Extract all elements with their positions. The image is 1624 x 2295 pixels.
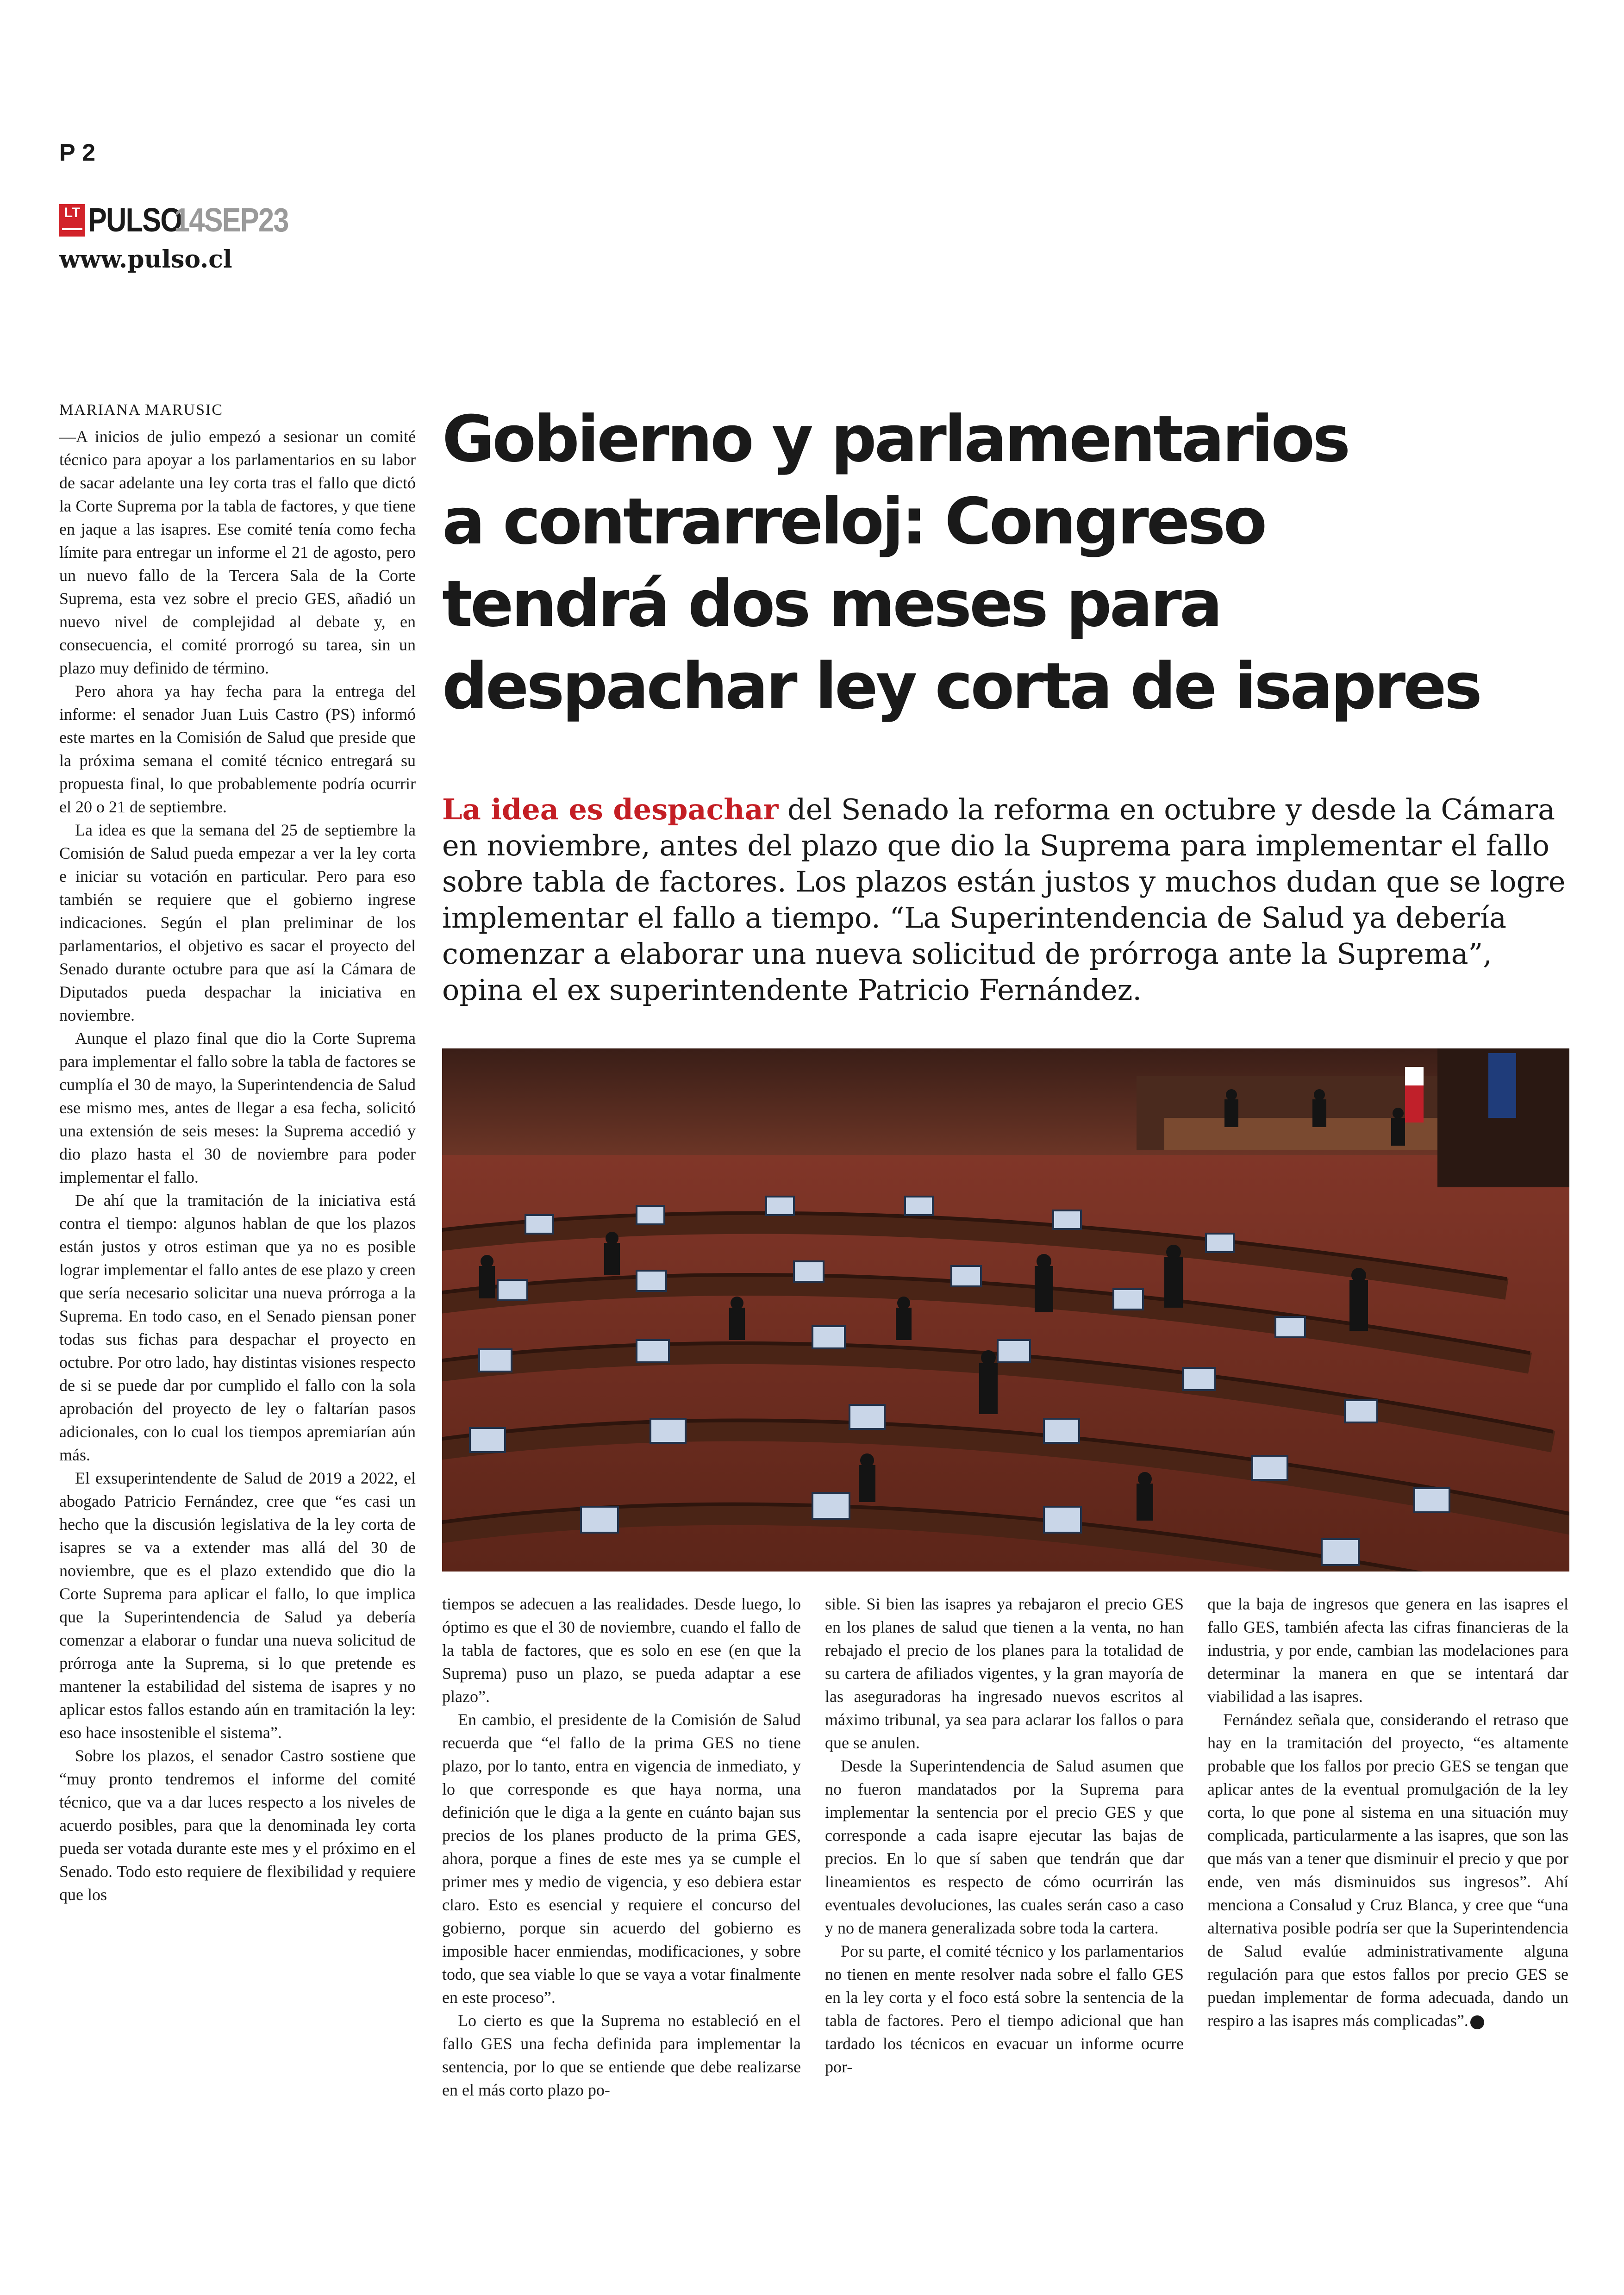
article-column-1 [59, 425, 416, 1906]
deck-lead: La idea es despachar [442, 792, 779, 826]
paragraph [1207, 1708, 1568, 2032]
chamber-photo-illustration [442, 1048, 1569, 1572]
masthead-name: PULSO [88, 202, 182, 239]
headline-line: tendrá dos meses para [442, 567, 1220, 641]
lt-logo [59, 204, 85, 237]
paragraph: Pero ahora ya hay fecha para la entrega del informe: el senador Juan Luis Castro (PS) informó este martes en la Comisión de Salud que preside que la próxima semana el comité técnico entregará su propuesta final, lo que probablemente podría ocurrir el 20 o 21 de septiembre. [59, 682, 416, 816]
website-link[interactable]: www.pulso.cl [59, 245, 232, 274]
paragraph: En cambio, el presidente de la Comisión de Salud recuerda que “el fallo de la prima GES no tiene plazo, por lo tanto, entra en vigencia de inmediato, y lo que corresponde es que haya norma, una definición que le diga a la gente en cuánto bajan sus precios de los planes producto de la prima GES, ahora, porque a fines de este mes ya se cumple el primer mes y medio de vigencia, y eso debiera estar claro. Esto es esencial y requiere el concurso del gobierno, porque sin acuerdo del gobierno es imposible hacer enmiendas, modificaciones, y sobre todo, que sea viable lo que se vaya a votar finalmente en este proceso”. [442, 1710, 801, 2007]
article-column-2 [442, 1592, 801, 2102]
paragraph: La idea es que la semana del 25 de septiembre la Comisión de Salud pueda empezar a ver la ley corta e iniciar su votación en particular. Pero para eso también se requiere que el gobierno ingrese indicaciones. Según el plan preliminar de los parlamentarios, el objetivo es sacar el proyecto del Senado durante octubre para que así la Cámara de Diputados pueda despachar la iniciativa en noviembre. [59, 821, 416, 1024]
masthead-date: 14SEP23 [174, 202, 288, 239]
end-mark-icon: P [1470, 2015, 1484, 2029]
paragraph: Sobre los plazos, el senador Castro sostiene que “muy pronto tendremos el informe del comité técnico, que va a dar luces respecto a los niveles de acuerdo posibles, para que la denominada ley corta pueda ser votada durante este mes y el próximo en el Senado. Todo esto requiere de flexibilidad y requiere que los [59, 1746, 416, 1904]
page-number [59, 139, 95, 167]
headline-line: despachar ley corta de isapres [442, 649, 1480, 723]
deck-summary [442, 792, 1572, 1008]
paragraph: —A inicios de julio empezó a sesionar un comité técnico para apoyar a los parlamentarios en su labor de sacar adelante una ley corta tras el fallo que dictó la Corte Suprema por la tabla de factores, y que tiene en jaque a las isapres. Ese comité tenía como fecha límite para entregar un informe el 21 de agosto, pero un nuevo fallo de la Tercera Sala de la Corte Suprema, esta vez sobre el precio GES, añadió un nuevo nivel de complejidad al debate y, en consecuencia, el comité prorrogó su tarea, sin un plazo muy definido de término. [59, 427, 416, 677]
paragraph: sible. Si bien las isapres ya rebajaron el precio GES en los planes de salud que tienen a la venta, no han rebajado el precio de los planes para la totalidad de su cartera de afiliados vigentes, y la gran mayoría de las aseguradoras ha ingresado nuevos escritos al máximo tribunal, ya sea para aclarar los fallos o para que se anulen. [825, 1595, 1184, 1752]
headline-line: Gobierno y parlamentarios [442, 402, 1349, 476]
paragraph: Por su parte, el comité técnico y los parlamentarios no tienen en mente resolver nada sobre el fallo GES en la ley corta y el foco está sobre la sentencia de la tabla de factores. Pero el tiempo adicional que han tardado los técnicos en evacuar un informe ocurre por- [825, 1942, 1184, 2076]
article-column-4 [1207, 1592, 1568, 2032]
paragraph: Lo cierto es que la Suprema no estableció en el fallo GES una fecha definida para implementar la sentencia, por lo que se entiende que debe realizarse en el más corto plazo po- [442, 2011, 801, 2099]
headline [442, 398, 1572, 728]
paragraph: Aunque el plazo final que dio la Corte Suprema para implementar el fallo sobre la tabla de factores se cumplía el 30 de mayo, la Superintendencia de Salud ese mismo mes, antes de llegar a esa fecha, solicitó una extensión de seis meses: la Suprema accedió y dio plazo hasta el 30 de noviembre para poder implementar el fallo. [59, 1029, 416, 1186]
paragraph: que la baja de ingresos que genera en las isapres el fallo GES, también afecta las cifras financieras de la industria, y por ende, cambian las modelaciones para determinar la manera en que se intentará dar viabilidad a las isapres. [1207, 1595, 1568, 1706]
chamber-photo [442, 1048, 1569, 1572]
paragraph: tiempos se adecuen a las realidades. Desde luego, lo óptimo es que el 30 de noviembre, cuando el fallo de la tabla de factores, que es solo en ese (en que la Suprema) puso un plazo, se pueda adaptar a ese plazo”. [442, 1595, 801, 1706]
headline-line: a contrarreloj: Congreso [442, 484, 1265, 559]
deck-text: del Senado la reforma en octubre y desde la Cámara en noviembre, antes del plazo que dio la Suprema para implementar el fallo sobre tabla de factores. Los plazos están justos y muchos dudan que se logre implementar el fallo a tiempo. “La Superintendencia de Salud ya debería comenzar a elaborar una nueva solicitud de prórroga ante la Suprema”, opina el ex superintendente Patricio Fernández. [442, 792, 1566, 1007]
paragraph: Desde la Superintendencia de Salud asumen que no fueron mandatados por la Suprema para implementar la sentencia por el precio GES y que corresponde a cada isapre ejecutar las bajas de precios. En lo que sí saben que tendrán que dar lineamientos es respecto de cómo ocurrirán las eventuales devoluciones, las cuales serán caso a caso y no de manera generalizada sobre toda la cartera. [825, 1757, 1184, 1937]
paragraph: El exsuperintendente de Salud de 2019 a 2022, el abogado Patricio Fernández, cree que “es casi un hecho que la discusión legislativa de la ley corta de isapres se va a extender mas allá del 30 de noviembre, que es el plazo extendido que dio la Corte Suprema para aplicar el fallo, lo que implica que la Superintendencia de Salud ya debería comenzar a elaborar o fundar una nueva solicitud de prórroga ante la Suprema, si lo que pretende es mantener la estabilidad del sistema de isapres y no aplicar estos fallos estando aún en tramitación la ley: eso hace insostenible el sistema”. [59, 1469, 416, 1742]
page-number-value: 2 [82, 139, 96, 166]
author-byline: MARIANA MARUSIC [59, 401, 223, 418]
masthead [59, 202, 308, 238]
paragraph-text: Fernández señala que, considerando el retraso que hay en la tramitación del proyecto, “es altamente probable que los fallos por precio GES se tengan que aplicar antes de la eventual promulgación de la ley corta, lo que pone al sistema en una situación muy complicada, particularmente a las isapres, que son las que más van a tener que disminuir el precio y que por ende, ven más disminuidos sus ingresos”. Ahí menciona a Consalud y Cruz Blanca, y cree que “una alternativa posible podría ser que la Superintendencia de Salud evalúe administrativamente alguna regulación para que estos fallos por precio GES se puedan implementar de forma adecuada, dando un respiro a las isapres más complicadas”. [1207, 1710, 1568, 2030]
page-letter: P [59, 139, 75, 166]
article-column-3 [825, 1592, 1184, 2078]
lt-logo-text: LT [64, 205, 81, 220]
paragraph: De ahí que la tramitación de la iniciativa está contra el tiempo: algunos hablan de que los plazos están justos y otros estiman que ya no es posible lograr implementar el fallo antes de ese plazo y creen que sería necesario solicitar una nueva prórroga a la Suprema. En todo caso, en el Senado piensan poner todas sus fichas para despachar el proyecto en octubre. Por otro lado, hay distintas visiones respecto de si se puede dar por cumplido el fallo con la sola aprobación del proyecto de ley o faltarían pasos adicionales, con lo cual los tiempos apremiarían aún más. [59, 1191, 416, 1464]
